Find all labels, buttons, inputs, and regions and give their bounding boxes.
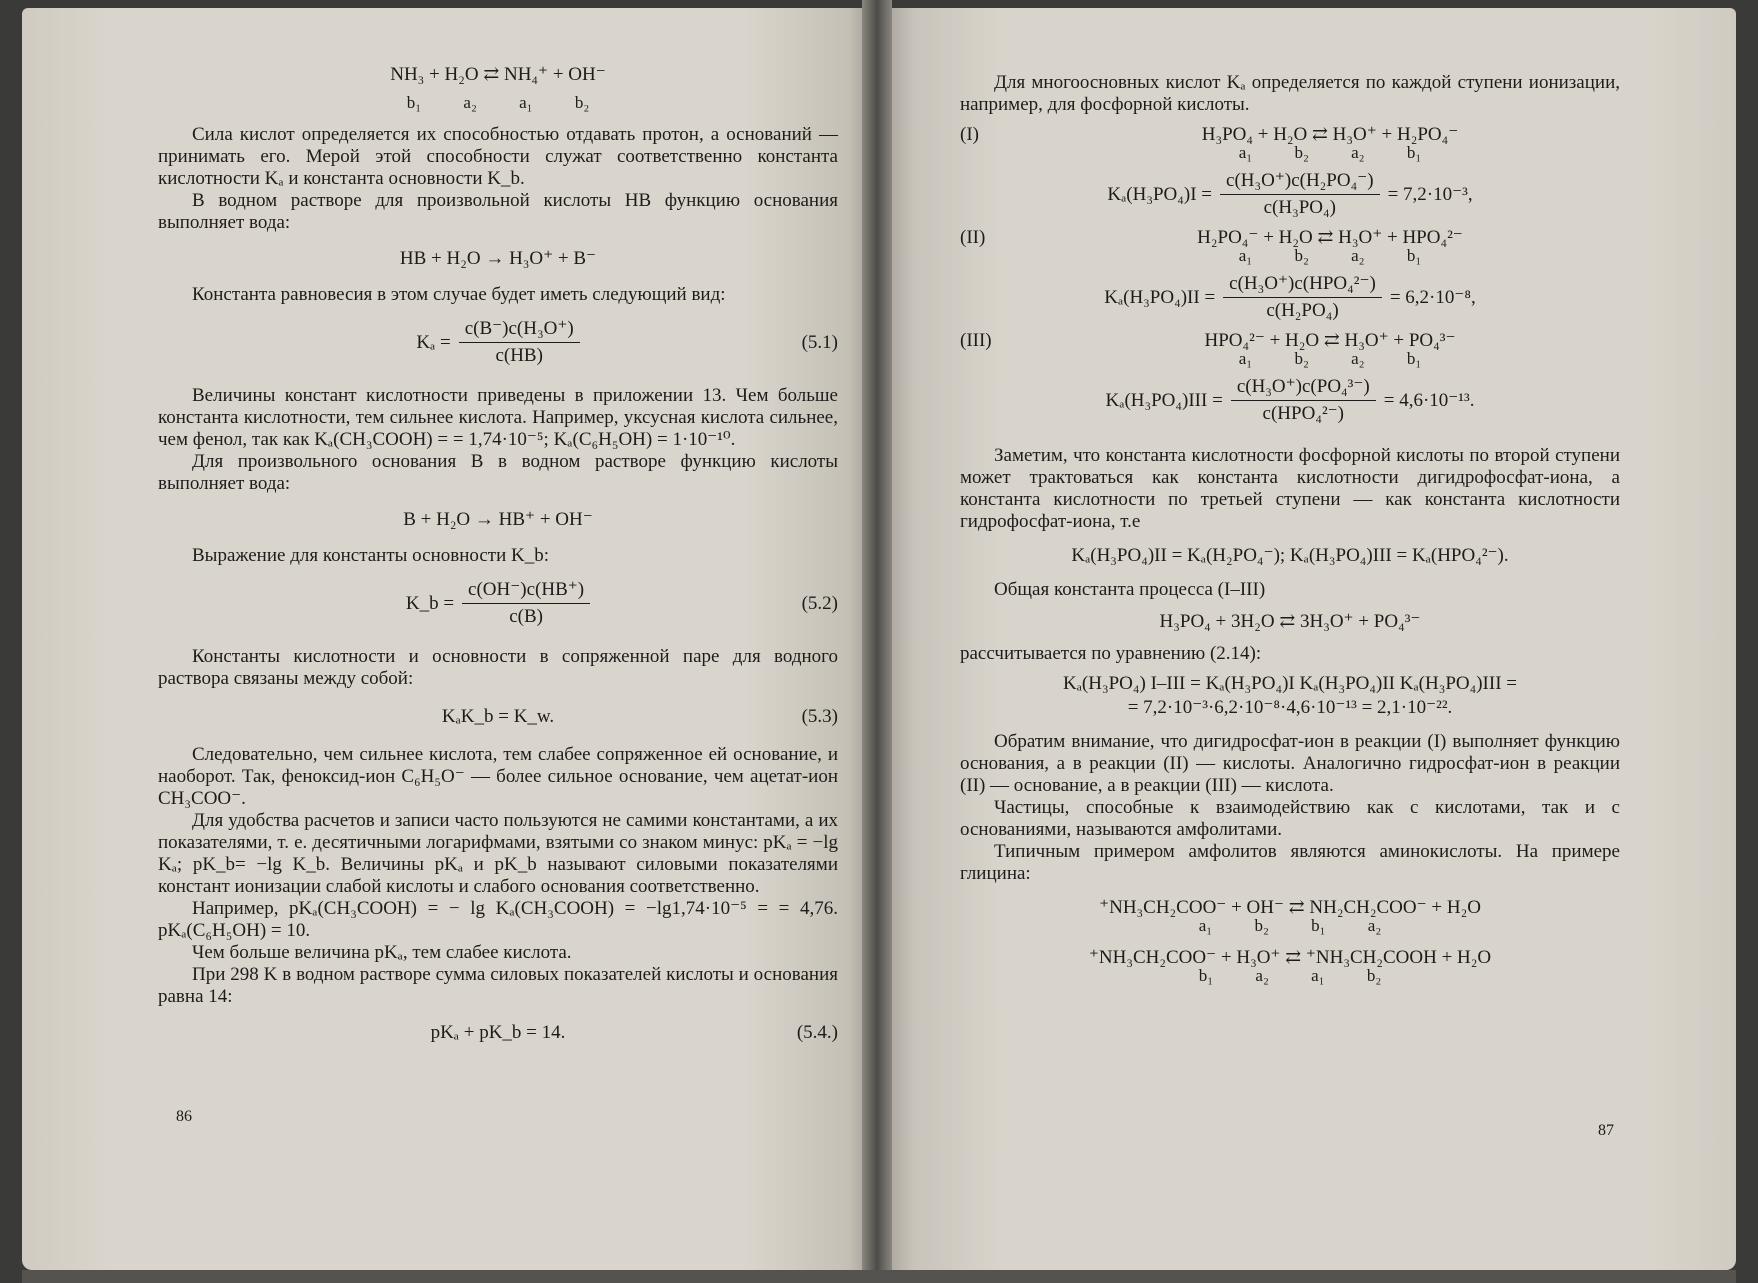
denominator: c(HPO₄²⁻): [1262, 403, 1344, 424]
equation-lhs: Kₐ =: [416, 331, 451, 353]
equation-labels: b₁ a₂ a₁ b₂: [1198, 966, 1382, 985]
equation-relations: [960, 545, 1620, 567]
paragraph: Общая константа процесса (I–III): [994, 579, 1266, 600]
numerator: c(H₃O⁺)c(H₂PO₄⁻): [1220, 170, 1380, 195]
equation-text: HPO₄²⁻ + H₂O ⇄ H₃O⁺ + PO₄³⁻: [1204, 330, 1456, 351]
reaction-number: (III): [960, 330, 992, 351]
constant-II: [960, 273, 1620, 322]
equation-text: H₂PO₄⁻ + H₂O ⇄ H₃O⁺ + HPO₄²⁻: [1197, 227, 1463, 248]
equation-rhs: = 6,2·10⁻⁸,: [1389, 286, 1476, 308]
paragraph: рассчитывается по уравнению (2.14):: [960, 643, 1262, 664]
reaction-II: [960, 227, 1620, 265]
paragraph: Выражение для константы основности K_b:: [192, 545, 550, 566]
page-number-left: 86: [176, 1108, 192, 1125]
equation-glycine-1: [960, 897, 1620, 919]
paragraph: Типичным примером амфолитов являются аминокислоты. На примере глицина:: [960, 841, 1620, 884]
equation-labels: a₁ b₂ a₂ b₁: [1238, 246, 1422, 265]
equation-glycine-2: [960, 947, 1620, 969]
paragraph: Частицы, способные к взаимодействию как с кислотами, так и с основаниями, называются амфолитами.: [960, 797, 1620, 840]
equation-lhs: Kₐ(H₃PO₄)I =: [1107, 183, 1213, 205]
denominator: c(H₃PO₄): [1263, 197, 1336, 218]
denominator: c(B): [509, 606, 543, 627]
fraction: [459, 318, 580, 367]
numerator: c(OH⁻)c(HB⁺): [462, 579, 590, 604]
denominator: c(HB): [495, 345, 543, 366]
fraction: [462, 579, 590, 628]
numerator: c(H₃O⁺)c(HPO₄²⁻): [1223, 273, 1382, 298]
equation-text: Kₐ(H₃PO₄)II = Kₐ(H₂PO₄⁻); Kₐ(H₃PO₄)III = Kₐ(HPO₄²⁻).: [1071, 545, 1509, 566]
equation-5-2: [158, 579, 838, 628]
equation-text: pKₐ + pK_b = 14.: [430, 1022, 566, 1043]
left-page-text: [158, 54, 838, 1058]
equation-number: (5.4.): [796, 1022, 838, 1043]
paragraph: При 298 K в водном растворе сумма силовых показателей кислоты и основания равна 14:: [158, 964, 838, 1007]
equation-labels: a₁ b₂ b₁ a₂: [1198, 916, 1382, 935]
book-gutter: [862, 0, 892, 1283]
equation-text: NH₃ + H₂O ⇄ NH₄⁺ + OH⁻: [390, 64, 606, 85]
page-number-right: 87: [1598, 1122, 1614, 1139]
equation-text: KₐK_b = K_w.: [441, 706, 555, 727]
reaction-body: [1040, 227, 1620, 265]
reaction-I: [960, 124, 1620, 162]
paragraph: В водном растворе для произвольной кислоты HB функцию основания выполняет вода:: [158, 190, 838, 233]
paragraph: Заметим, что константа кислотности фосфорной кислоты по второй ступени может трактоваться как константа кислотности дигидрофосфат-иона, а константа кислотности по третьей ступени — как константа кислотности гидрофосфат-иона, т.е: [960, 445, 1620, 532]
numerator: c(B⁻)c(H₃O⁺): [459, 318, 580, 343]
equation-labels: b₁ a₂ a₁ b₂: [406, 93, 590, 112]
equation-text: ⁺NH₃CH₂COO⁻ + H₃O⁺ ⇄ ⁺NH₃CH₂COOH + H₂O: [1088, 947, 1492, 968]
equation-lhs: Kₐ(H₃PO₄)II =: [1104, 286, 1216, 308]
equation-text: HB + H₂O → H₃O⁺ + B⁻: [399, 248, 597, 269]
reaction-III: [960, 330, 1620, 368]
paragraph: Например, pKₐ(CH₃COOH) = − lg Kₐ(CH₃COOH) = −lg1,74·10⁻⁵ = = 4,76. pKₐ(C₆H₅OH) = 10.: [158, 898, 838, 941]
equation-text: Kₐ(H₃PO₄) I–III = Kₐ(H₃PO₄)I Kₐ(H₃PO₄)II Kₐ(H₃PO₄)III =: [1062, 673, 1517, 694]
equation-text: ⁺NH₃CH₂COO⁻ + OH⁻ ⇄ NH₂CH₂COO⁻ + H₂O: [1099, 897, 1481, 918]
denominator: c(H₂PO₄): [1266, 300, 1339, 321]
equation-total: [960, 611, 1620, 633]
paragraph: Константы кислотности и основности в сопряженной паре для водного раствора связаны между собой:: [158, 646, 838, 689]
equation-b: [158, 509, 838, 531]
reaction-number: (I): [960, 124, 979, 145]
paragraph: Величины констант кислотности приведены в приложении 13. Чем больше константа кислотности, тем сильнее кислота. Например, уксусная кислота сильнее, чем фенол, так как Kₐ(CH₃COOH) = = 1,74·10⁻⁵; Kₐ(C₆H₅OH) = 1·10⁻¹⁰.: [158, 385, 838, 450]
equation-lhs: Kₐ(H₃PO₄)III =: [1105, 389, 1223, 411]
equation-text: H₃PO₄ + H₂O ⇄ H₃O⁺ + H₂PO₄⁻: [1201, 124, 1459, 145]
equation-number: (5.2): [801, 592, 838, 614]
equation-number: (5.3): [801, 706, 838, 727]
paragraph: Для удобства расчетов и записи часто пользуются не самими константами, а их показателями, т. е. десятичными логарифмами, взятыми со знаком минус: pKₐ = −lg Kₐ; pK_b= −lg K_b. Величины pKₐ и pK_b называют силовыми показателями констант ионизации слабой кислоты и слабого основания соответственно.: [158, 810, 838, 897]
paragraph: Для произвольного основания B в водном растворе функцию кислоты выполняет вода:: [158, 451, 838, 494]
equation-text: = 7,2·10⁻³·6,2·10⁻⁸·4,6·10⁻¹³ = 2,1·10⁻²².: [1127, 697, 1453, 718]
reaction-body: [1040, 330, 1620, 368]
paragraph: Чем больше величина pKₐ, тем слабее кислота.: [192, 942, 572, 963]
equation-5-1: [158, 318, 838, 367]
numerator: c(H₃O⁺)c(PO₄³⁻): [1231, 376, 1376, 401]
fraction: [1220, 170, 1380, 219]
fraction: [1231, 376, 1376, 425]
equation-number: (5.1): [801, 331, 838, 353]
equation-labels: a₁ b₂ a₂ b₁: [1238, 349, 1422, 368]
equation-rhs: = 4,6·10⁻¹³.: [1383, 389, 1475, 411]
page-bottom-edge: [22, 1270, 1736, 1283]
equation-hb: [158, 248, 838, 270]
right-page-text: [960, 72, 1620, 985]
paragraph: Для многоосновных кислот Kₐ определяется по каждой ступени ионизации, например, для фосфорной кислоты.: [960, 72, 1620, 115]
equation-lhs: K_b =: [405, 592, 455, 614]
paragraph: Константа равновесия в этом случае будет иметь следующий вид:: [192, 284, 726, 305]
equation-text: B + H₂O → HB⁺ + OH⁻: [403, 509, 593, 530]
paragraph: Обратим внимание, что дигидросфат-ион в реакции (I) выполняет функцию основания, а в реакции (II) — кислоты. Аналогично гидросфат-ион в реакции (II) — основание, а в реакции (III) — кислота.: [960, 731, 1620, 796]
paragraph: Следовательно, чем сильнее кислота, тем слабее сопряженное ей основание, и наоборот. Так, феноксид-ион C₆H₅O⁻ — более сильное основание, чем ацетат-ион CH₃COO⁻.: [158, 744, 838, 809]
equation-calc-2: [960, 697, 1620, 719]
equation-ammonia: [158, 64, 838, 86]
paragraph: Сила кислот определяется их способностью отдавать протон, а оснований — принимать его. Мерой этой способности служат соответственно константа кислотности Kₐ и константа основности K_b.: [158, 124, 838, 189]
constant-III: [960, 376, 1620, 425]
equation-calc-1: [960, 673, 1620, 695]
equation-5-3: [158, 706, 838, 728]
equation-rhs: = 7,2·10⁻³,: [1387, 183, 1473, 205]
fraction: [1223, 273, 1382, 322]
equation-labels: a₁ b₂ a₂ b₁: [1238, 143, 1422, 162]
reaction-number: (II): [960, 227, 986, 248]
constant-I: [960, 170, 1620, 219]
equation-text: H₃PO₄ + 3H₂O ⇄ 3H₃O⁺ + PO₄³⁻: [1159, 611, 1421, 632]
equation-5-4: [158, 1022, 838, 1044]
reaction-body: [1040, 124, 1620, 162]
